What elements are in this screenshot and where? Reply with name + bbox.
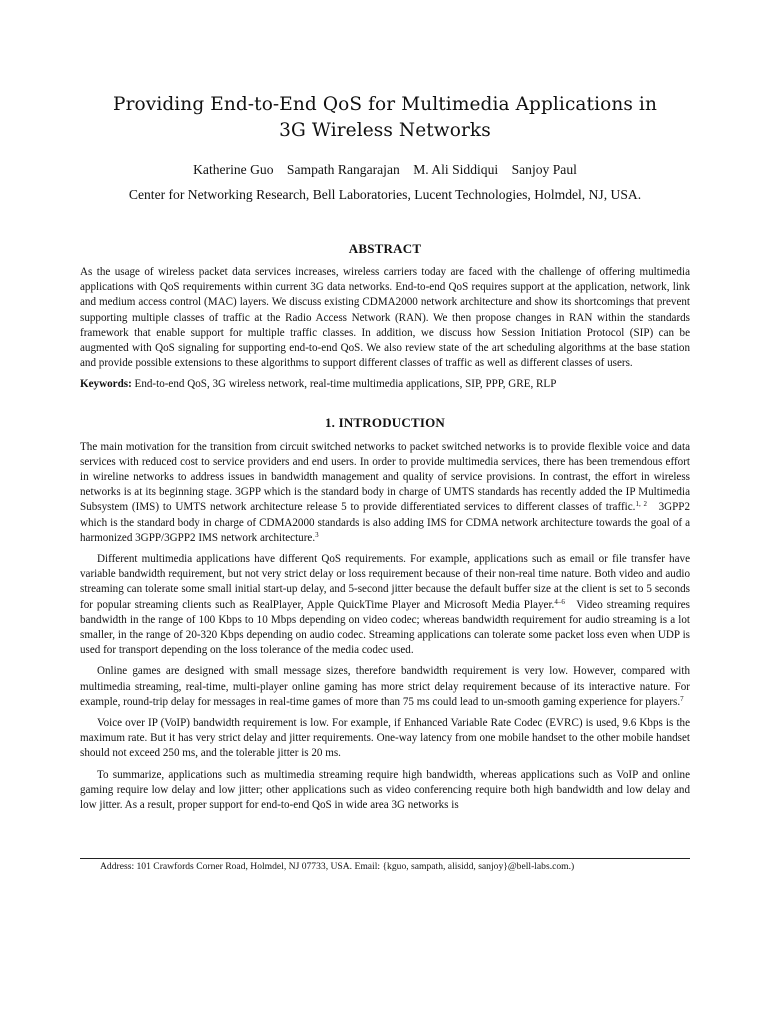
- intro-paragraph-4: Voice over IP (VoIP) bandwidth requirement is low. For example, if Enhanced Variable Rate Codec (EVRC) is used, 9.6 Kbps is the maximum rate. But it has very strict delay and jitter requirements. One-way latency from one mobile handset to the other mobile handset should not exceed 250 ms, and the tolerable jitter is 20 ms.: [80, 717, 690, 760]
- intro-paragraph-1: [80, 440, 693, 546]
- citation: 4–6: [554, 597, 565, 606]
- abstract-heading: ABSTRACT: [348, 241, 422, 256]
- citation: 7: [680, 694, 684, 703]
- paragraph-text: The main motivation for the transition from circuit switched networks to packet switched networks is to provide flexible voice and data services with reduced cost to service providers and end users. In order to provide multimedia services, there has been tremendous effort in wireline networks to address issues in bandwidth management and quality of service provisions. In contrast, the effort in wireless networks is at its beginning stage. 3GPP which is the standard body in charge of UMTS standards has recently added the IP Multimedia Subsystem (IMS) to UMTS network architecture release 5 to provide differentiated services to different classes of traffic.: [80, 440, 690, 514]
- footnote-text: Address: 101 Crawfords Corner Road, Holmdel, NJ 07733, USA. Email: {kguo, sampath, alisidd, sanjoy}@bell-labs.com.): [100, 861, 575, 872]
- author: Sampath Rangarajan: [286, 162, 400, 177]
- paragraph-text: 3GPP2 which is the standard body in charge of CDMA2000 standards is also adding IMS for CDMA network architecture towards the goal of a harmonized 3GPP/3GPP2 IMS network architecture.: [80, 501, 693, 544]
- keywords-list: End-to-end QoS, 3G wireless network, real-time multimedia applications, SIP, PPP, GRE, RLP: [134, 378, 557, 391]
- author: Katherine Guo: [193, 162, 274, 177]
- citation: 1, 2: [635, 500, 648, 509]
- affiliation: Center for Networking Research, Bell Laboratories, Lucent Technologies, Holmdel, NJ, USA.: [128, 187, 642, 202]
- paragraph-text: Different multimedia applications have different QoS requirements. For example, applications such as email or file transfer have variable bandwidth requirement, but not very strict delay or loss requirement because of their non-real time nature. Both video and audio streaming can tolerate some small initial start-up delay, and 5-second jitter because the default buffer size at the client is set to 5 seconds for popular streaming clients such as RealPlayer, Apple QuickTime Player and Microsoft Media Player.: [80, 553, 690, 611]
- keywords-label: Keywords:: [80, 378, 132, 391]
- author: M. Ali Siddiqui: [413, 162, 499, 177]
- footnote: [80, 858, 690, 873]
- title-line-2: 3G Wireless Networks: [279, 120, 491, 141]
- title-line-1: Providing End-to-End QoS for Multimedia Applications in: [113, 94, 657, 115]
- paragraph-text: Video streaming requires bandwidth in the range of 100 Kbps to 10 Mbps depending on video codec; whereas bandwidth requirement for audio streaming is a lot smaller, in the range of 20-320 Kbps depending on audio codec. Streaming applications can tolerate some packet loss even when UDP is used for transport depending on the loss tolerance of the media codec used.: [80, 598, 693, 657]
- keywords: [80, 377, 690, 392]
- paragraph-text: Online games are designed with small message sizes, therefore bandwidth requirement is very low. However, compared with multimedia streaming, real-time, multi-player online gaming has more strict delay requirement because of its interactive nature. For example, round-trip delay for messages in real-time games of more than 75 ms could lead to un-smooth gaming experience for players.: [80, 665, 690, 708]
- author-list: [80, 161, 690, 178]
- intro-paragraph-3: [80, 664, 690, 710]
- intro-paragraph-5: To summarize, applications such as multimedia streaming require high bandwidth, whereas applications such as VoIP and online gaming require low delay and low jitter; other applications such as video conferencing require both high bandwidth and low delay and low jitter. As a result, proper support for end-to-end QoS in wide area 3G networks is: [80, 768, 690, 812]
- section-heading-introduction: 1. INTRODUCTION: [324, 414, 445, 430]
- abstract-text: As the usage of wireless packet data services increases, wireless carriers today are faced with the challenge of offering multimedia applications with QoS requirements within current 3G data networks. End-to-end QoS requires support at the application, network, link and medium access control (MAC) layers. We discuss existing CDMA2000 network architecture and show its shortcomings that prevent supporting multiple classes of traffic at the Radio Access Network (RAN). We then propose changes in RAN within the standards framework that enable support for multiple traffic classes. In addition, we discuss how Session Initiation Protocol (SIP) can be augmented with QoS signaling for supporting end-to-end QoS. We also review state of the art scheduling algorithms at the base station and provide possible extensions to these algorithms to support different classes of traffic as well as different classes of users.: [80, 266, 690, 370]
- intro-paragraph-2: [80, 552, 693, 658]
- paper-title: [80, 0, 690, 144]
- author: Sanjoy Paul: [511, 162, 577, 177]
- citation: 3: [315, 530, 319, 539]
